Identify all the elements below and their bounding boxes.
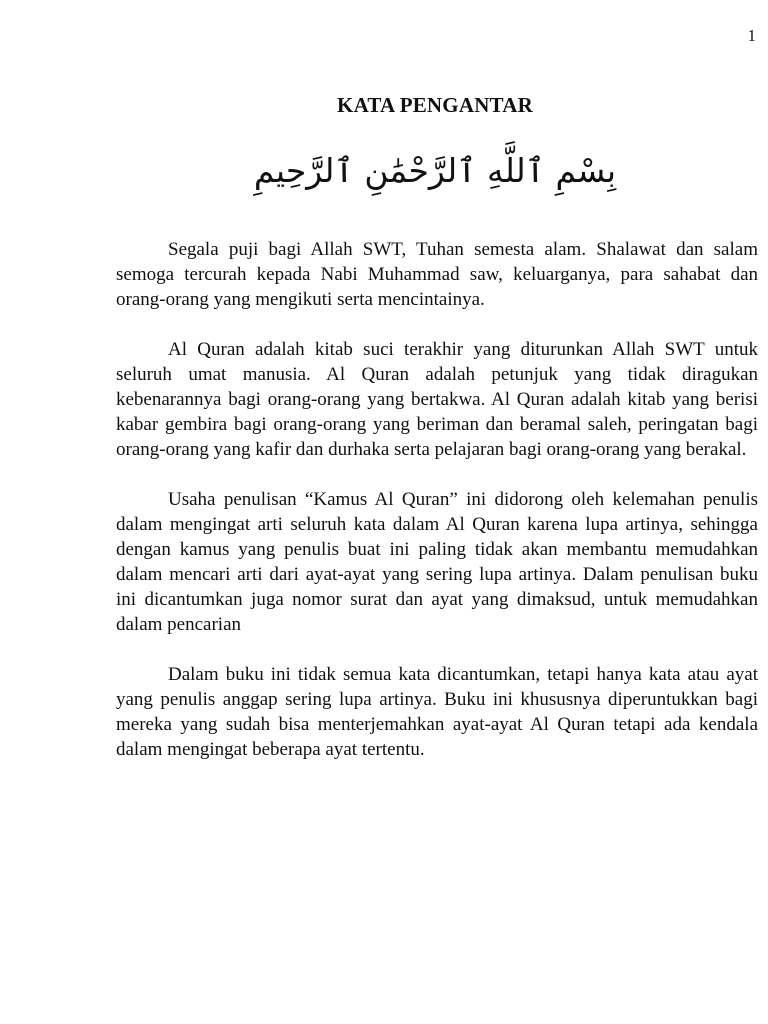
paragraph-4: Dalam buku ini tidak semua kata dicantumkan, tetapi hanya kata atau ayat yang penulis anggap sering lupa artinya. Buku ini khususnya diperuntukkan bagi mereka yang sudah bisa menterjemahkan ayat-ayat Al Quran tetapi ada kendala dalam mengingat beberapa ayat tertentu. [116,664,758,760]
body-text [116,237,758,787]
paragraph-1: Segala puji bagi Allah SWT, Tuhan semesta alam. Shalawat dan salam semoga tercurah kepada Nabi Muhammad saw, keluarganya, para sahabat dan orang-orang yang mengikuti serta mencintainya. [116,239,758,310]
page-number: 1 [747,26,756,45]
paragraph-3: Usaha penulisan “Kamus Al Quran” ini didorong oleh kelemahan penulis dalam mengingat arti seluruh kata dalam Al Quran karena lupa artinya, sehingga dengan kamus yang penulis buat ini paling tidak akan membantu memudahkan dalam mencari arti dari ayat-ayat yang sering lupa artinya. Dalam penulisan buku ini dicantumkan juga nomor surat dan ayat yang dimaksud, untuk memudahkan dalam pencarian [116,489,758,635]
basmala-calligraphy: بِسْمِ ٱللَّهِ ٱلرَّحْمَٰنِ ٱلرَّحِيمِ [253,151,617,190]
paragraph-2: Al Quran adalah kitab suci terakhir yang diturunkan Allah SWT untuk seluruh umat manusia. Al Quran adalah petunjuk yang tidak diragukan kebenarannya bagi orang-orang yang bertakwa. Al Quran adalah kitab yang berisi kabar gembira bagi orang-orang yang beriman dan beramal saleh, peringatan bagi orang-orang yang kafir dan durhaka serta pelajaran bagi orang-orang yang berakal. [116,339,758,460]
page-title: KATA PENGANTAR [337,93,533,117]
